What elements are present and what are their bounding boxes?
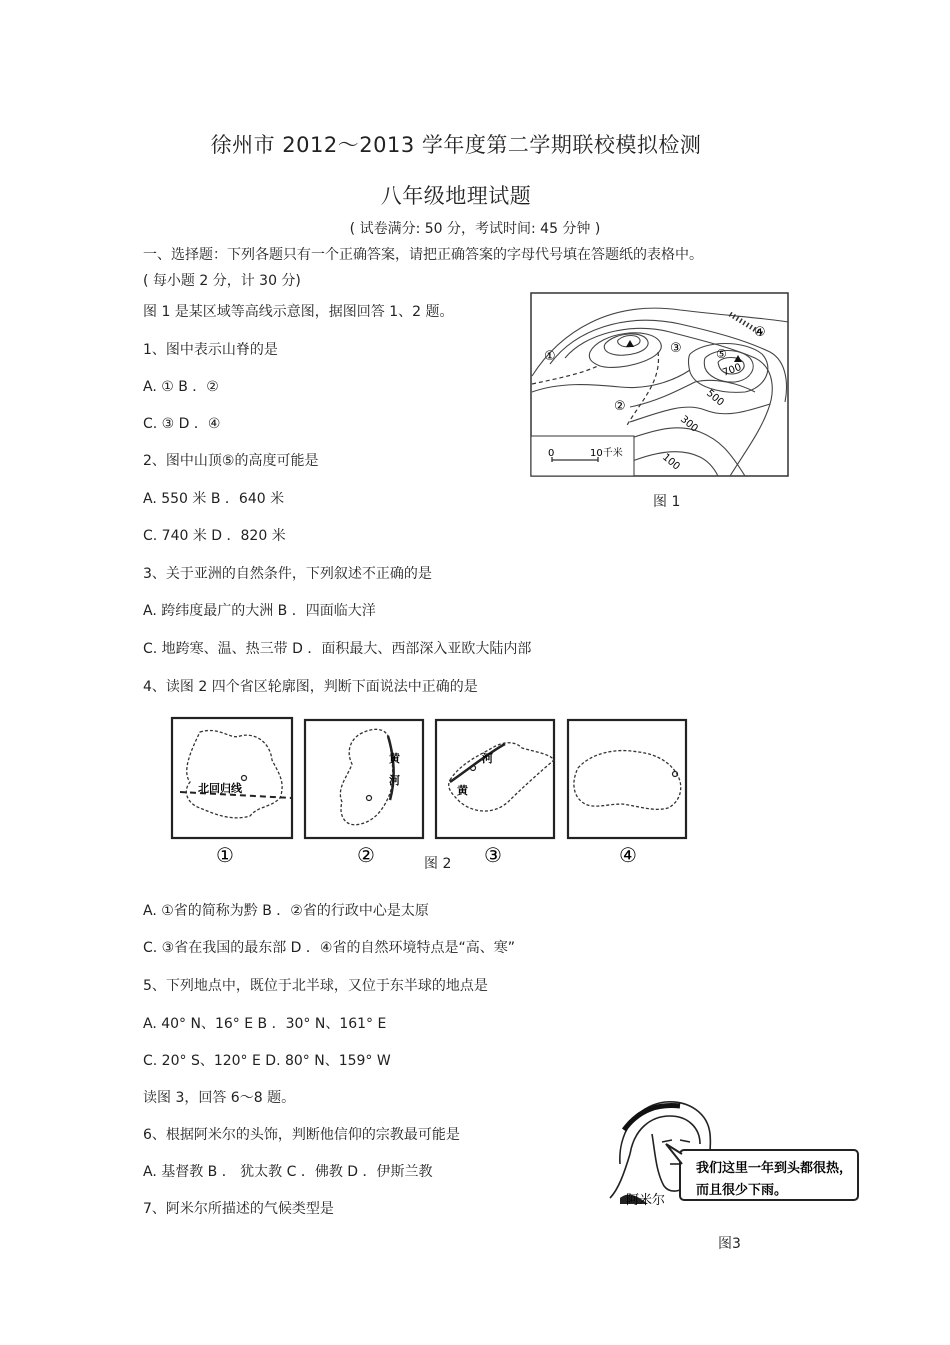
question-7: 7、阿米尔所描述的气候类型是: [143, 1201, 334, 1217]
exam-subtitle: 八年级地理试题: [380, 184, 532, 208]
exam-info: ( 试卷满分: 50 分，考试时间: 45 分钟 ): [349, 221, 601, 237]
figure-3-illustration: [600, 1094, 865, 1214]
figure-1-marker-4: ④: [754, 325, 766, 340]
figure-2-map3-river-label-2: 黄: [457, 784, 468, 797]
figure-1-marker-2: ②: [614, 399, 626, 414]
question-3: 3、关于亚洲的自然条件，下列叙述不正确的是: [143, 566, 432, 582]
figure-2-map2-river-label-2: 河: [389, 774, 400, 787]
figure-1-contour-map: [530, 292, 790, 478]
figure-3-speech-line-1: 我们这里一年到头都很热，: [696, 1161, 853, 1176]
exam-title: 徐州市 2012～2013 学年度第二学期联校模拟检测: [210, 133, 702, 157]
figure-1-contour-label-100: 100: [660, 451, 682, 473]
question-5-options-cd: C. 20° S、120° E D. 80° N、159° W: [143, 1053, 391, 1069]
section-scoring: ( 每小题 2 分，计 30 分): [143, 273, 301, 289]
figure-2-province-maps: [160, 712, 695, 872]
figure-1-scale-zero: 0: [548, 448, 555, 459]
figure-1-caption: 图 1: [653, 494, 681, 510]
figure-1-scale-distance: 10千米: [590, 448, 623, 459]
question-1-options-cd: C. ③ D ．④: [143, 416, 221, 432]
figure-2-map1-tropic-label: 北回归线: [198, 782, 242, 795]
figure-3-name-label: 阿米尔: [626, 1193, 666, 1208]
question-3-options-ab: A. 跨纬度最广的大洲 B ．四面临大洋: [143, 603, 376, 619]
question-2: 2、图中山顶⑤的高度可能是: [143, 453, 319, 469]
figure-2-map3-river-label-1: 河: [482, 752, 493, 765]
question-2-options-ab: A. 550 米 B ．640 米: [143, 491, 285, 507]
figure-1-contour-label-300: 300: [678, 413, 700, 435]
figure-1-marker-1: ①: [544, 349, 556, 364]
question-4-options-cd: C. ③省在我国的最东部 D ．④省的自然环境特点是“高、寒”: [143, 940, 515, 956]
figure-2-label-4: ④: [619, 843, 637, 867]
figure-2-label-2: ②: [357, 843, 375, 867]
question-1: 1、图中表示山脊的是: [143, 342, 278, 358]
question-1-options-ab: A. ① B ．②: [143, 379, 219, 395]
figure-1-contour-label-700: 700: [721, 361, 743, 379]
question-5: 5、下列地点中，既位于北半球，又位于东半球的地点是: [143, 978, 488, 994]
figure-1-marker-5: ⑤: [716, 347, 727, 361]
question-3-options-cd: C. 地跨寒、温、热三带 D ．面积最大、西部深入亚欧大陆内部: [143, 641, 532, 657]
fig3-intro: 读图 3，回答 6～8 题。: [143, 1090, 296, 1106]
figure-1-contour-label-500: 500: [704, 387, 726, 409]
question-4: 4、读图 2 四个省区轮廓图，判断下面说法中正确的是: [143, 679, 478, 695]
figure-2-caption: 图 2: [424, 853, 451, 873]
question-5-options-ab: A. 40° N、16° E B ．30° N、161° E: [143, 1016, 387, 1032]
figure-3-caption: 图3: [718, 1236, 741, 1252]
figure-2-label-1: ①: [216, 843, 234, 867]
fig1-intro: 图 1 是某区域等高线示意图，据图回答 1、2 题。: [143, 304, 454, 320]
question-6-options: A. 基督教 B ． 犹太教 C ．佛教 D ．伊斯兰教: [143, 1164, 433, 1180]
section-heading: 一、选择题：下列各题只有一个正确答案，请把正确答案的字母代号填在答题纸的表格中。: [143, 247, 703, 263]
question-2-options-cd: C. 740 米 D ．820 米: [143, 528, 286, 544]
question-6: 6、根据阿米尔的头饰，判断他信仰的宗教最可能是: [143, 1127, 460, 1143]
question-4-options-ab: A. ①省的简称为黔 B ．②省的行政中心是太原: [143, 903, 429, 919]
figure-2-label-3: ③: [484, 843, 502, 867]
figure-3-speech-line-2: 而且很少下雨。: [696, 1183, 788, 1198]
figure-1-marker-3: ③: [670, 341, 682, 356]
figure-2-map2-river-label-1: 黄: [389, 752, 400, 765]
